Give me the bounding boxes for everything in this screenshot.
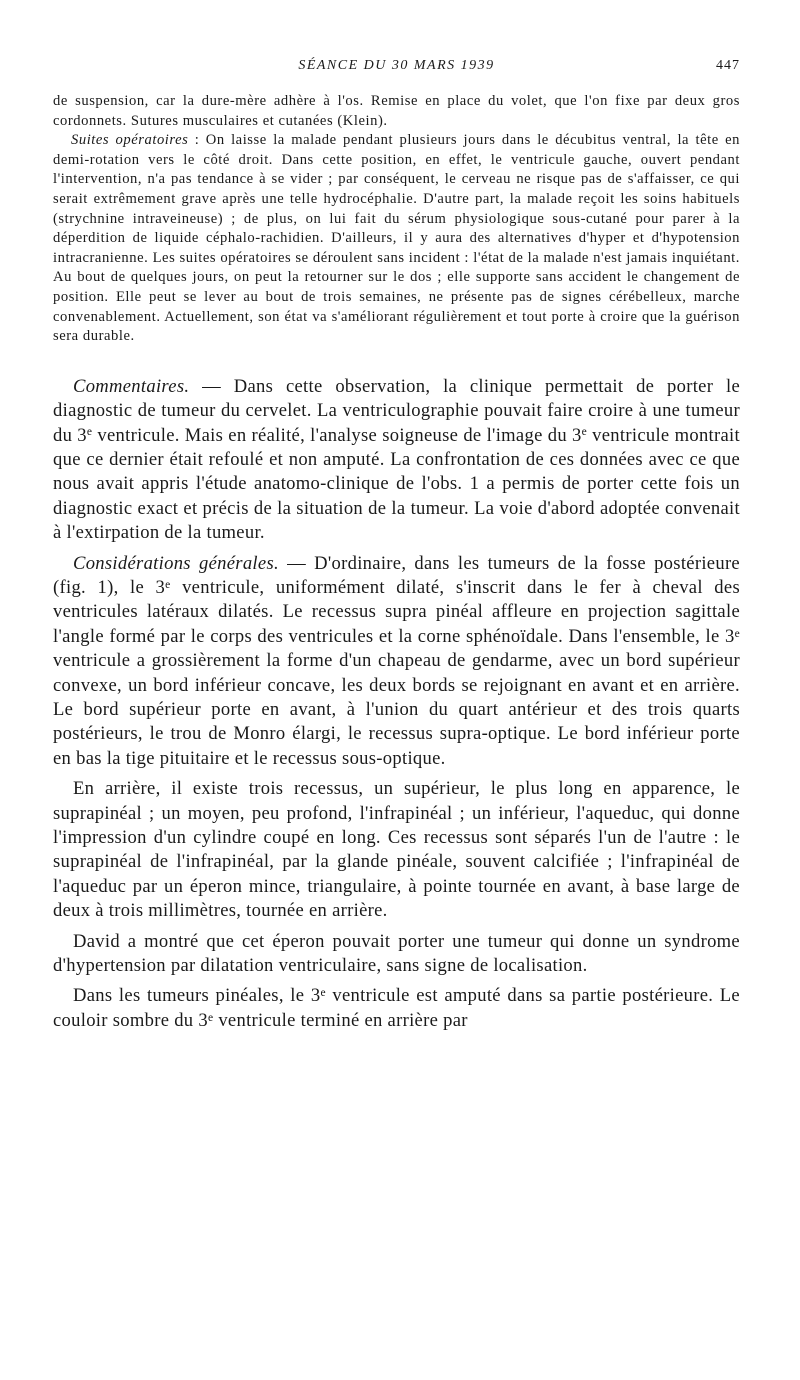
suites-label: Suites opératoires	[71, 132, 189, 149]
superscript: e	[165, 578, 171, 591]
considerations-label: Considérations générales.	[73, 552, 279, 574]
commentaires-label: Commentaires.	[73, 375, 190, 397]
commentaires-text-2: ventricule. Mais en réalité, l'analyse soigneuse de l'image du 3	[92, 424, 582, 446]
paragraph-considerations	[53, 552, 740, 772]
considerations-text-3: ventricule a grossièrement la forme d'un chapeau de gendarme, avec un bord supérieur convexe, un bord inférieur concave, les deux bords se rejoignant en avant et en arrière. Le bord supérieur porte en avant, à l'union du quart antérieur et des trois quarts postérieurs, le trou de Monro élargi, le recessus supra-optique. Le bord inférieur porte en bas la tige pituitaire et le recessus sous-optique.	[53, 650, 740, 769]
superscript: e	[320, 987, 326, 1000]
pineales-text-3: ventricule terminé en arrière par	[213, 1009, 468, 1031]
superscript: e	[581, 426, 588, 439]
superscript: e	[207, 1011, 214, 1024]
journal-page	[53, 58, 740, 1039]
operative-notes	[53, 92, 740, 347]
pineales-text-2: ventricule est amputé dans sa partie postérieure. Le couloir sombre du 3	[53, 985, 740, 1031]
page-number: 447	[716, 58, 740, 73]
pineales-text-1: Dans les tumeurs pinéales, le 3	[73, 985, 321, 1007]
paragraph-tumeurs-pineales	[53, 984, 740, 1033]
paragraph-commentaires	[53, 375, 740, 546]
running-header	[53, 58, 740, 78]
paragraph-suites-operatoires	[53, 131, 740, 347]
main-text	[53, 375, 740, 1034]
paragraph-david: David a montré que cet éperon pouvait porter une tumeur qui donne un syndrome d'hypertension par dilatation ventriculaire, sans signe de localisation.	[53, 930, 740, 977]
commentaires-text-1: — Dans cette observation, la clinique permettait de porter le diagnostic de tumeur du cervelet. La ventriculographie pouvait faire croire à une tumeur du 3	[53, 375, 740, 446]
paragraph-suspension: de suspension, car la dure-mère adhère à l'os. Remise en place du volet, que l'on fixe par deux gros cordonnets. Sutures musculaires et cutanées (Klein).	[53, 93, 740, 129]
commentaires-text-3: ventricule montrait que ce dernier était refoulé et non amputé. La confrontation de ces données avec ce que nous avait appris l'étude anatomo-clinique de l'obs. 1 a permis de porter cette fois un diagnostic exact et précis de la situation de la tumeur. La voie d'abord adoptée convenait à l'extirpation de la tumeur.	[53, 424, 740, 544]
superscript: e	[86, 426, 93, 439]
paragraph-en-arriere: En arrière, il existe trois recessus, un supérieur, le plus long en apparence, le suprapinéal ; un moyen, peu profond, l'infrapinéal ; un inférieur, l'aqueduc, qui donne l'impression d'un cylindre coupé en long. Ces recessus sont séparés l'un de l'autre : le suprapinéal de l'infrapinéal, par la glande pinéale, souvent calcifiée ; l'infrapinéal de l'aqueduc par un éperon mince, triangulaire, à pointe tournée en avant, à base large de deux à trois millimètres, tournée en arrière.	[53, 778, 740, 922]
considerations-text-1: — D'ordinaire, dans les tumeurs de la fosse postérieure (fig. 1), le 3	[53, 552, 740, 598]
superscript: e	[734, 627, 740, 640]
header-title: SÉANCE DU 30 MARS 1939	[298, 58, 495, 73]
considerations-text-2: ventricule, uniformément dilaté, s'inscrit dans le fer à cheval des ventricules latéraux dilatés. Le recessus supra pinéal affleure en projection sagittale l'angle formé par le corps des ventricules et la corne sphénoïdale. Dans l'ensemble, le 3	[53, 576, 740, 647]
suites-body: : On laisse la malade pendant plusieurs jours dans le décubitus ventral, la tête en demi-rotation vers le côté droit. Dans cette position, en effet, le ventricule gauche, ouvert pendant l'intervention, n'a pas tendance à se vider ; par conséquent, le cerveau ne risque pas de s'affaisser, ce qui serait extrêmement grave après une telle hydrocéphalie. D'autre part, la malade reçoit les soins habituels (strychnine intraveineuse) ; de plus, on lui fait du sérum physiologique sous-cutané pour parer à la déperdition de liquide céphalo-rachidien. D'ailleurs, il y aura des alternatives d'hyper et d'hypotension intracranienne. Les suites opératoires se déroulent sans incident : l'état de la malade n'est jamais inquiétant. Au bout de quelques jours, on peut la retourner sur le dos ; elle supporte sans accident le changement de position. Elle peut se lever au bout de trois semaines, ne présente pas de signes cérébelleux, marche convenablement. Actuellement, son état va s'améliorant régulièrement et tout porte à croire que la guérison sera durable.	[53, 132, 740, 345]
